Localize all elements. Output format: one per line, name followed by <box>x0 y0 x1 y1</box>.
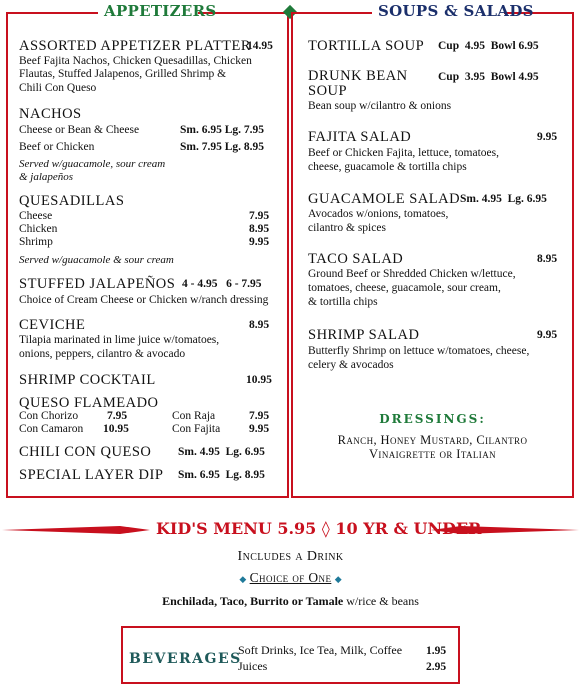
taco-salad-desc: tomatoes, cheese, guacamole, sour cream, <box>308 282 501 294</box>
kids-menu-banner: KID'S MENU 5.95 ◊ 10 YR & UNDER <box>156 519 482 538</box>
nachos-price: Sm. 7.95 Lg. 8.95 <box>180 141 265 153</box>
layer-dip-price: Sm. 6.95 Lg. 8.95 <box>178 469 265 481</box>
queso-option: Con Raja <box>172 410 216 422</box>
beverage-price: 1.95 <box>426 645 447 657</box>
kids-options <box>0 594 581 609</box>
queso-title: QUESO FLAMEADO <box>19 395 159 411</box>
queso-price: 9.95 <box>249 423 270 435</box>
quesadillas-option: Shrimp <box>19 236 53 248</box>
taco-salad-desc: Ground Beef or Shredded Chicken w/lettuce, <box>308 268 516 280</box>
guac-salad-desc: cilantro & spices <box>308 222 386 234</box>
shrimp-salad-desc: Butterfly Shrimp on lettuce w/tomatoes, cheese, <box>308 345 530 357</box>
guac-salad-desc: Avocados w/onions, tomatoes, <box>308 208 449 220</box>
drunk-bean-desc: Bean soup w/cilantro & onions <box>308 100 452 112</box>
taco-salad-price: 8.95 <box>537 253 558 265</box>
queso-option: Con Camaron <box>19 423 84 435</box>
kids-choice <box>0 570 581 586</box>
quesadillas-note: Served w/guacamole & sour cream <box>19 254 174 266</box>
kids-options-bold: Enchilada, Taco, Burrito or Tamale <box>162 594 344 608</box>
guac-salad-price: Sm. 4.95 Lg. 6.95 <box>460 193 547 205</box>
fajita-salad-title: FAJITA SALAD <box>308 129 412 145</box>
assorted-title: ASSORTED APPETIZER PLATTER <box>19 38 252 54</box>
quesadillas-price: 9.95 <box>249 236 270 248</box>
soups-header: SOUPS & SALADS <box>378 2 534 20</box>
nachos-note: & jalapeños <box>19 171 74 183</box>
beverage-item: Juices <box>238 659 268 673</box>
quesadillas-price: 8.95 <box>249 223 270 235</box>
quesadillas-price: 7.95 <box>249 210 270 222</box>
quesadillas-option: Chicken <box>19 223 58 235</box>
drunk-bean-price: Cup 3.95 Bowl 4.95 <box>438 71 539 83</box>
queso-price: 7.95 <box>107 410 128 422</box>
shrimp-salad-desc: celery & avocados <box>308 359 394 371</box>
nachos-option: Cheese or Bean & Cheese <box>19 124 140 136</box>
drunk-bean-title: DRUNK BEAN <box>308 68 408 84</box>
nachos-title: NACHOS <box>19 106 82 122</box>
dressings-text: Vinaigrette or Italian <box>369 447 496 461</box>
chili-title: CHILI CON QUESO <box>19 444 152 460</box>
jalapenos-desc: Choice of Cream Cheese or Chicken w/ranch dressing <box>19 294 269 306</box>
beverage-item: Soft Drinks, Ice Tea, Milk, Coffee <box>238 643 403 657</box>
dressings-text: Ranch, Honey Mustard, Cilantro <box>337 433 528 447</box>
shrimp-cocktail-title: SHRIMP COCKTAIL <box>19 372 156 388</box>
ceviche-title: CEVICHE <box>19 317 86 333</box>
guac-salad-title: GUACAMOLE SALAD <box>308 191 461 207</box>
beverages-title: BEVERAGES <box>129 651 242 667</box>
kids-choice-label: Choice of One <box>249 570 332 585</box>
nachos-option: Beef or Chicken <box>19 141 95 153</box>
queso-option: Con Fajita <box>172 423 221 435</box>
shrimp-salad-title: SHRIMP SALAD <box>308 327 420 343</box>
fajita-salad-desc: cheese, guacamole & tortilla chips <box>308 161 467 173</box>
assorted-desc: Beef Fajita Nachos, Chicken Quesadillas, Chicken <box>19 55 252 67</box>
shrimp-cocktail-price: 10.95 <box>246 374 272 386</box>
fajita-salad-desc: Beef or Chicken Fajita, lettuce, tomatoes, <box>308 147 499 159</box>
shrimp-salad-price: 9.95 <box>537 329 558 341</box>
jalapenos-price: 4 - 4.95 6 - 7.95 <box>182 278 262 290</box>
drunk-bean-title: SOUP <box>308 83 348 99</box>
kids-includes: Includes a Drink <box>237 549 344 564</box>
assorted-desc: Chili Con Queso <box>19 82 97 94</box>
quesadillas-option: Cheese <box>19 210 53 222</box>
queso-option: Con Chorizo <box>19 410 79 422</box>
ceviche-desc: onions, peppers, cilantro & avocado <box>19 348 186 360</box>
appetizers-header: APPETIZERS <box>104 2 217 20</box>
dressings-title: DRESSINGS: <box>379 412 486 426</box>
tortilla-title: TORTILLA SOUP <box>308 38 425 54</box>
fajita-salad-price: 9.95 <box>537 131 558 143</box>
queso-price: 10.95 <box>103 423 129 435</box>
jalapenos-title: STUFFED JALAPEÑOS <box>19 276 176 292</box>
tortilla-price: Cup 4.95 Bowl 6.95 <box>438 40 539 52</box>
beverage-price: 2.95 <box>426 661 447 673</box>
diamond-icon: ◆ <box>334 574 342 584</box>
taco-salad-title: TACO SALAD <box>308 251 404 267</box>
assorted-price: 14.95 <box>247 40 273 52</box>
nachos-note: Served w/guacamole, sour cream <box>19 158 166 170</box>
kids-options-rest: w/rice & beans <box>343 594 419 608</box>
queso-price: 7.95 <box>249 410 270 422</box>
chili-price: Sm. 4.95 Lg. 6.95 <box>178 446 265 458</box>
ceviche-desc: Tilapia marinated in lime juice w/tomatoes, <box>19 334 220 346</box>
ceviche-price: 8.95 <box>249 319 270 331</box>
quesadillas-title: QUESADILLAS <box>19 193 125 209</box>
diamond-icon: ◆ <box>239 574 247 584</box>
assorted-desc: Flautas, Stuffed Jalapenos, Grilled Shrimp & <box>19 68 227 80</box>
layer-dip-title: SPECIAL LAYER DIP <box>19 467 164 483</box>
taco-salad-desc: & tortilla chips <box>308 296 378 308</box>
nachos-price: Sm. 6.95 Lg. 7.95 <box>180 124 265 136</box>
